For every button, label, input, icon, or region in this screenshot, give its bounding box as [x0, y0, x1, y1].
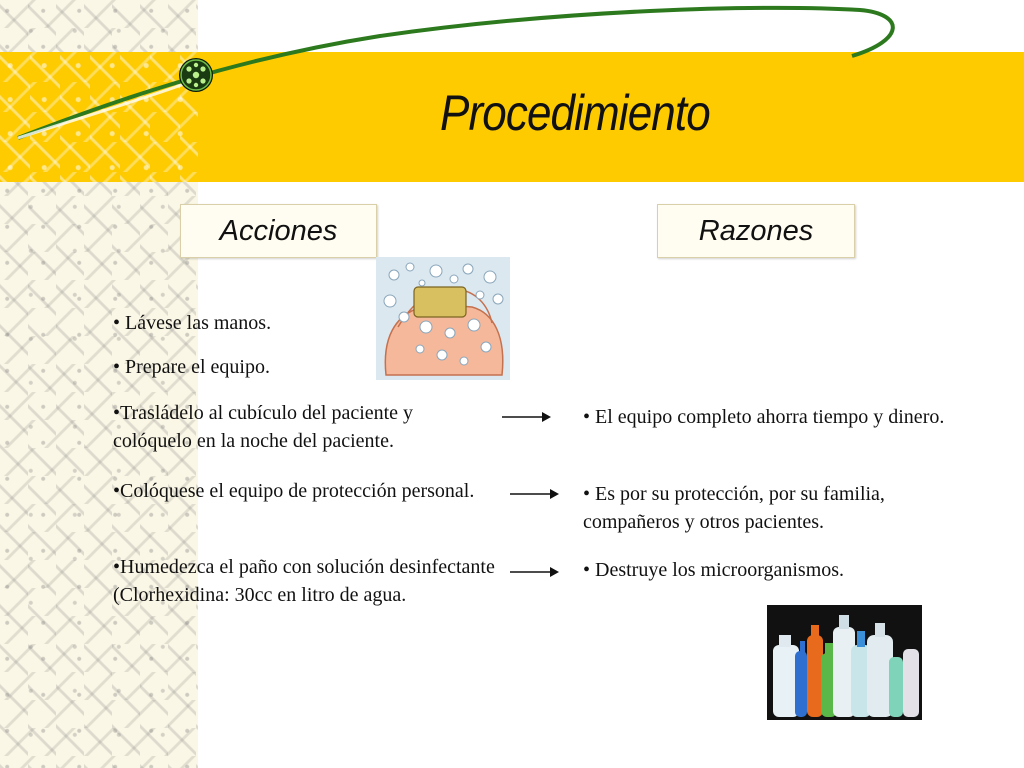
molecule-emblem-icon: [179, 58, 213, 92]
razon-item-2: • Es por su protección, por su familia, compañeros y otros pacientes.: [583, 483, 885, 533]
accion-item-1: • Lávese las manos.: [113, 312, 272, 334]
right-arrow-icon: [510, 565, 560, 579]
razon-item-3: • Destruye los microorganismos.: [583, 559, 845, 581]
razones-header: Razones: [657, 204, 855, 258]
right-arrow-icon: [510, 487, 560, 501]
accion-item-2: • Prepare el equipo.: [113, 356, 270, 378]
bottles-image: [767, 605, 922, 720]
slide-title: Procedimiento: [440, 85, 710, 141]
accion-item-3: •Trasládelo al cubículo del paciente y colóquelo en la noche del paciente.: [113, 402, 414, 452]
accion-item-4: •Colóquese el equipo de protección personal.: [113, 480, 475, 502]
razon-item-1: • El equipo completo ahorra tiempo y dinero.: [583, 406, 945, 428]
accion-item-5: •Humedezca el paño con solución desinfectante (Clorhexidina: 30cc en litro de agua.: [113, 556, 495, 606]
acciones-header: Acciones: [180, 204, 377, 258]
right-arrow-icon: [502, 410, 552, 424]
